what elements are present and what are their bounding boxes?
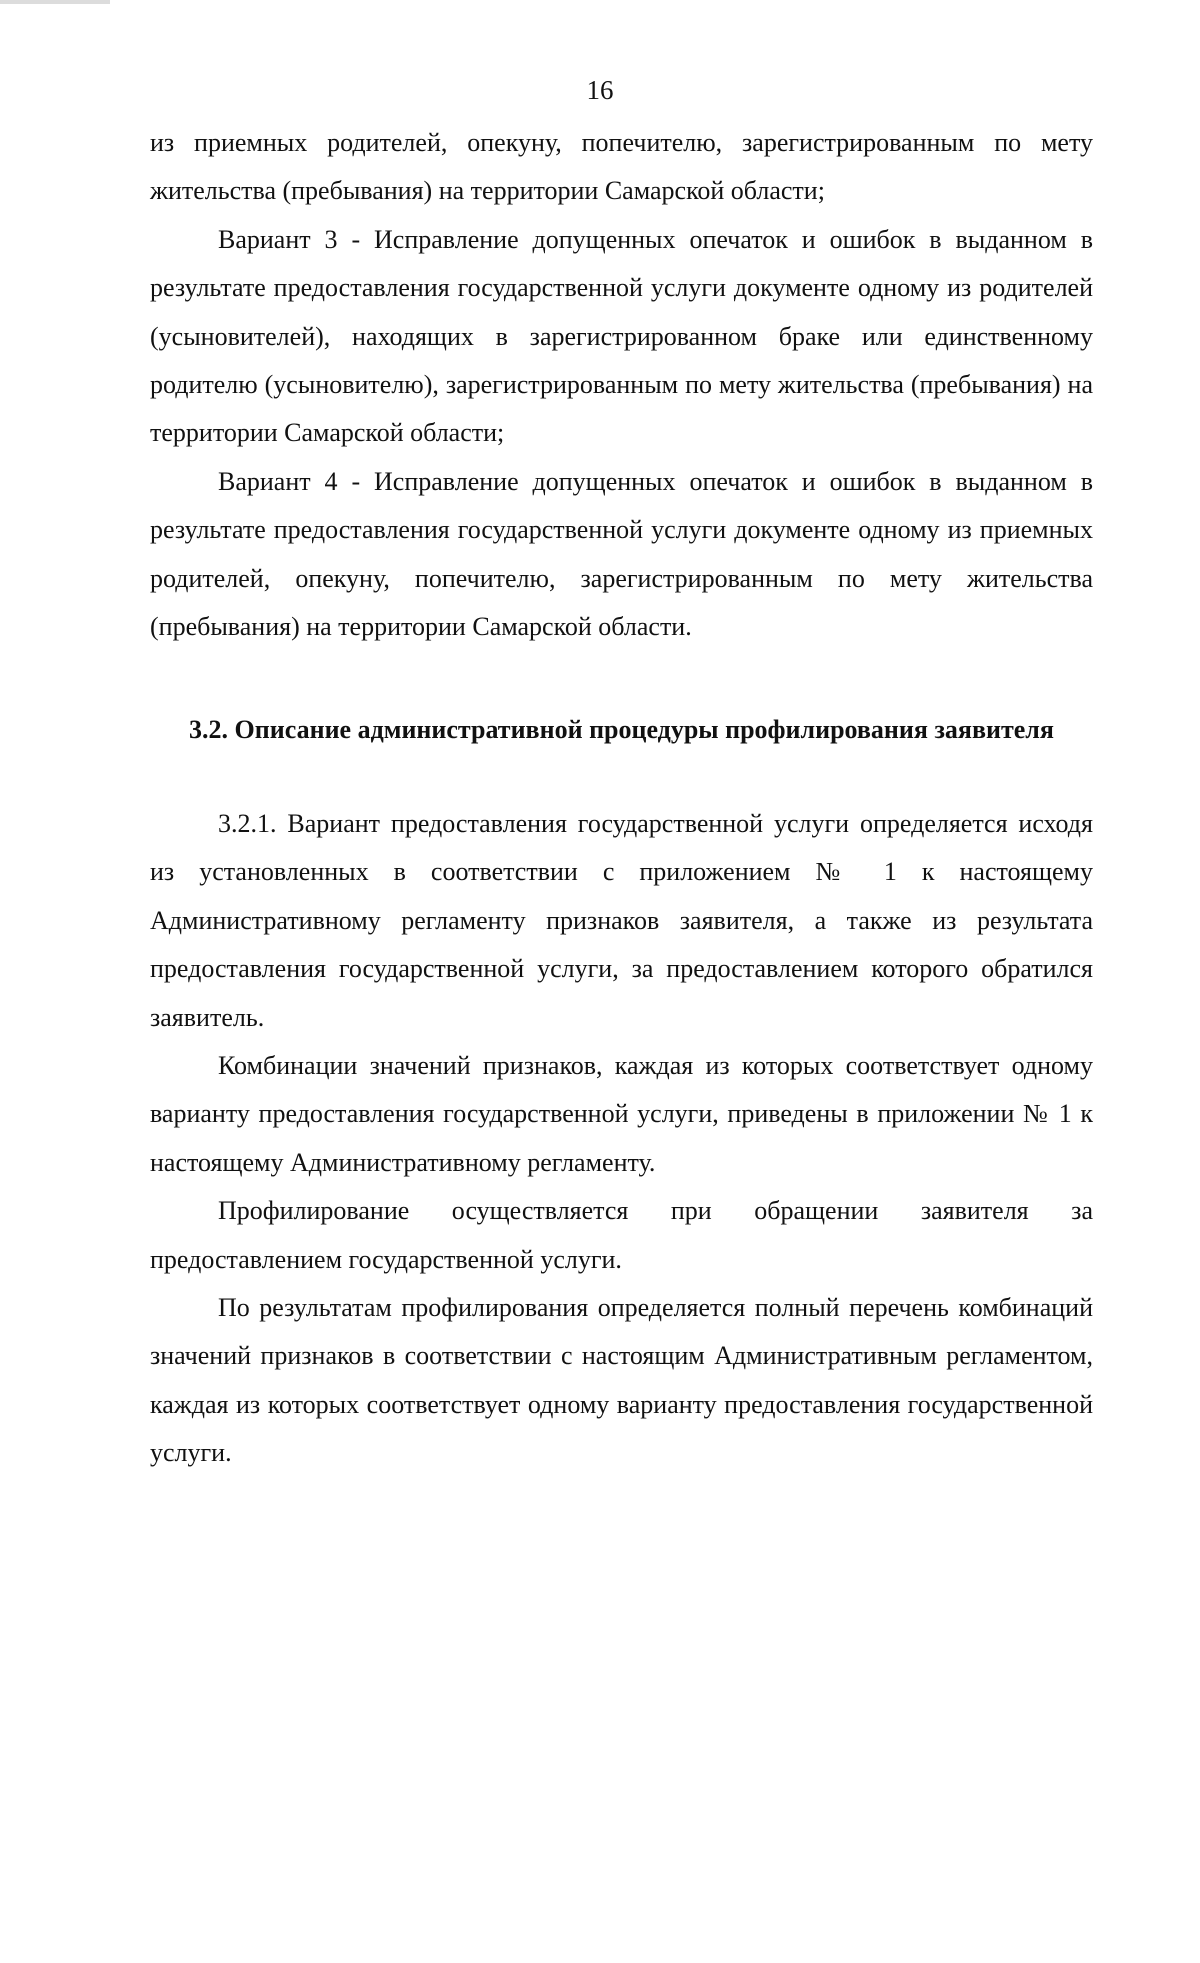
text-block-section bbox=[150, 800, 1093, 1478]
text-block-top bbox=[150, 119, 1093, 651]
paragraph-3-2-1: 3.2.1. Вариант предоставления государственной услуги определяется исходя из установленных в соответствии с приложением № 1 к настоящему Административному регламенту признаков заявителя, а также из результата предоставления государственной услуги, за предоставлением которого обратился заявитель. bbox=[150, 809, 1093, 1032]
paragraph-results: По результатам профилирования определяется полный перечень комбинаций значений признаков в соответствии с настоящим Административным регламентом, каждая из которых соответствует одному варианту предоставления государственной услуги. bbox=[150, 1293, 1093, 1468]
paragraph-variant-3: Вариант 3 - Исправление допущенных опечаток и ошибок в выданном в результате предоставления государственной услуги документе одному из родителей (усыновителей), находящих в зарегистрированном браке или единственному родителю (усыновителю), зарегистрированным по мету жительства (пребывания) на территории Самарской области; bbox=[150, 224, 1093, 448]
paragraph-combinations: Комбинации значений признаков, каждая из которых соответствует одному варианту предоставления государственной услуги, приведены в приложении № 1 к настоящему Административному регламенту. bbox=[150, 1051, 1093, 1177]
paragraph-variant-4: Вариант 4 - Исправление допущенных опечаток и ошибок в выданном в результате предоставления государственной услуги документе одному из приемных родителей, опекуну, попечителю, зарегистрированным по мету жительства (пребывания) на территории Самарской области. bbox=[150, 466, 1093, 642]
paragraph-profiling: Профилирование осуществляется при обращении заявителя за предоставлением государственной услуги. bbox=[150, 1196, 1093, 1274]
page-number: 16 bbox=[586, 75, 614, 105]
scan-corner-mark bbox=[0, 0, 110, 4]
paragraph-continuation: из приемных родителей, опекуну, попечителю, зарегистрированным по мету жительства (пребывания) на территории Самарской области; bbox=[150, 128, 1093, 206]
section-heading: 3.2. Описание административной процедуры профилирования заявителя bbox=[189, 715, 1054, 744]
